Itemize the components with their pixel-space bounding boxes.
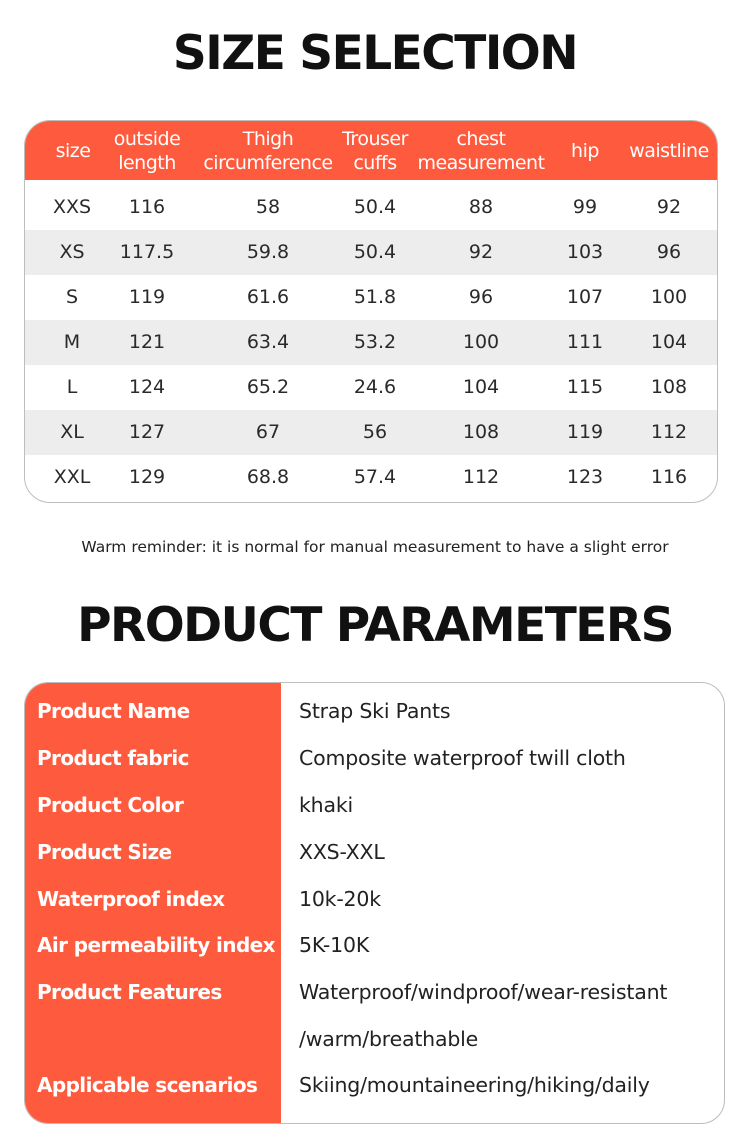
header-chest-measurement: chest measurement [417,127,545,174]
table-row [25,275,717,320]
parameter-value: Composite waterproof twill cloth [299,746,626,770]
table-cell: M [63,331,81,353]
table-cell: 65.2 [246,376,290,398]
parameter-value: Waterproof/windproof/wear-resistant [299,980,668,1004]
warm-reminder: Warm reminder: it is normal for manual measurement to have a slight error [81,538,669,556]
table-cell: 92 [468,241,494,263]
parameter-value: 5K-10K [299,933,370,957]
table-cell: 58 [255,196,281,218]
table-cell: S [65,286,79,308]
parameter-value: Strap Ski Pants [299,699,451,723]
parameter-value: 10k-20k [299,887,381,911]
table-cell: 56 [362,421,388,443]
size-table-header [25,121,717,180]
size-selection-title: SIZE SELECTION [172,26,578,81]
table-cell: 99 [572,196,598,218]
parameter-value: Skiing/mountaineering/hiking/daily [299,1073,650,1097]
parameter-label: Air permeability index [37,933,275,957]
table-cell: XXS [52,196,92,218]
table-row [25,230,717,275]
table-cell: 53.2 [353,331,397,353]
table-cell: 121 [128,331,166,353]
parameter-label: Product fabric [37,746,189,770]
table-cell: 107 [566,286,604,308]
product-parameters-title: PRODUCT PARAMETERS [77,598,673,653]
table-cell: 57.4 [353,466,397,488]
table-cell: 129 [128,466,166,488]
table-cell: 119 [566,421,604,443]
table-row [25,410,717,455]
parameters-table [24,682,725,1124]
table-cell: 116 [650,466,688,488]
table-cell: 61.6 [246,286,290,308]
header-hip: hip [571,139,599,162]
parameter-label: Product Name [37,699,190,723]
table-cell: 92 [656,196,682,218]
table-cell: 100 [462,331,500,353]
table-cell: 104 [462,376,500,398]
table-cell: 117.5 [119,241,175,263]
parameter-label: Waterproof index [37,887,225,911]
table-cell: XS [59,241,85,263]
size-table [24,120,718,503]
table-cell: 108 [650,376,688,398]
table-cell: 24.6 [353,376,397,398]
table-cell: 67 [255,421,281,443]
table-row [25,365,717,410]
header-outside-length: outside length [113,127,181,174]
table-cell: XL [60,421,84,443]
table-cell: 59.8 [246,241,290,263]
header-trouser-cuffs: Trouser cuffs [342,127,408,174]
table-cell: 103 [566,241,604,263]
table-cell: 96 [468,286,494,308]
table-cell: 63.4 [246,331,290,353]
table-cell: 115 [566,376,604,398]
table-cell: 108 [462,421,500,443]
table-cell: 100 [650,286,688,308]
table-row [25,320,717,365]
header-size: size [55,139,91,162]
table-cell: 50.4 [353,196,397,218]
table-cell: 112 [462,466,500,488]
header-waistline: waistline [629,139,709,162]
table-cell: L [66,376,78,398]
table-cell: XXL [53,466,91,488]
table-cell: 116 [128,196,166,218]
header-thigh-circumference: Thigh circumference [203,127,333,174]
table-cell: 68.8 [246,466,290,488]
parameter-label: Applicable scenarios [37,1073,258,1097]
table-cell: 50.4 [353,241,397,263]
parameter-value-continued: /warm/breathable [299,1027,479,1051]
table-cell: 112 [650,421,688,443]
parameter-value: XXS-XXL [299,840,385,864]
parameter-value: khaki [299,793,353,817]
table-cell: 88 [468,196,494,218]
table-cell: 127 [128,421,166,443]
parameter-label: Product Color [37,793,184,817]
table-row [25,455,717,500]
parameter-label: Product Size [37,840,172,864]
table-cell: 111 [566,331,604,353]
table-cell: 124 [128,376,166,398]
table-cell: 96 [656,241,682,263]
parameter-label: Product Features [37,980,222,1004]
table-cell: 119 [128,286,166,308]
table-cell: 51.8 [353,286,397,308]
table-cell: 123 [566,466,604,488]
table-cell: 104 [650,331,688,353]
table-row [25,185,717,230]
